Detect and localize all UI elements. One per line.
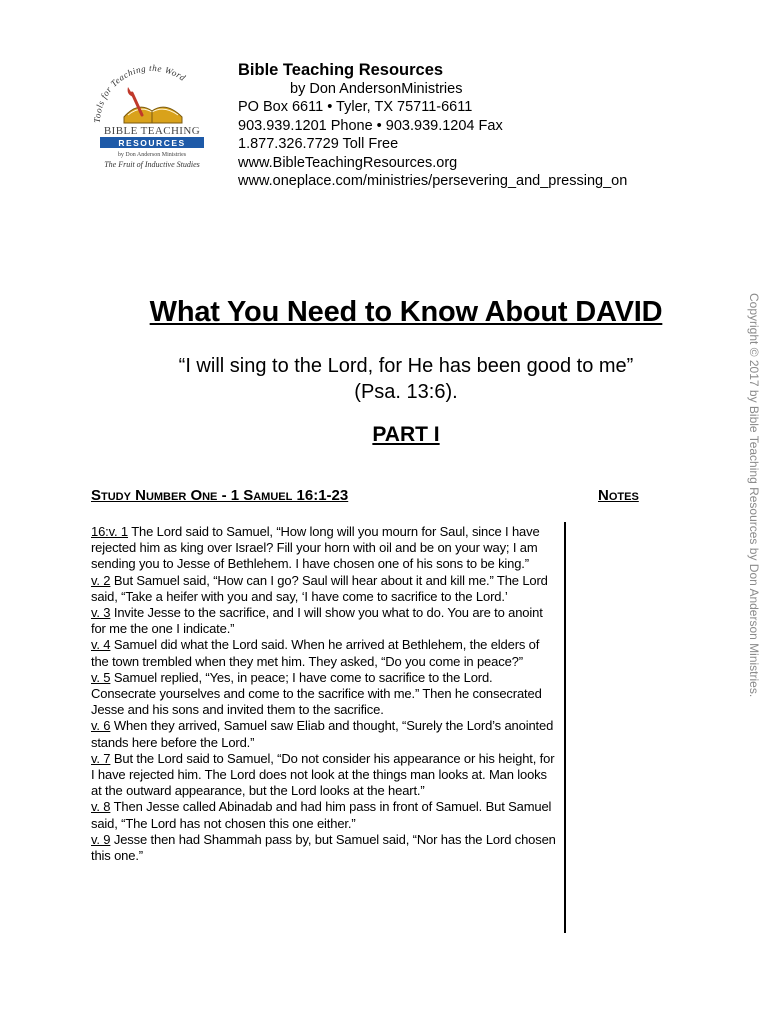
notes-heading: Notes <box>598 487 639 504</box>
logo-byline: by Don Anderson Ministries <box>117 152 187 158</box>
verse <box>91 718 553 749</box>
verse-ref: v. 5 <box>91 669 111 685</box>
part-heading: PART I <box>372 423 440 446</box>
verse-ref: v. 3 <box>91 605 111 621</box>
org-phone: 903.939.1201 Phone • 903.939.1204 Fax <box>238 117 503 134</box>
document-title: What You Need to Know About DAVID <box>149 296 663 328</box>
notes-divider <box>564 522 566 933</box>
verse-ref: v. 8 <box>91 799 111 815</box>
verse-text: Invite Jesse to the sacrifice, and I will show you what to do. You are to anoint for me the one I indicate.” <box>91 605 543 637</box>
organization-info <box>238 60 627 190</box>
verse <box>91 573 548 604</box>
quote-line-1: “I will sing to the Lord, for He has been good to me” <box>178 355 634 377</box>
verse <box>91 637 539 668</box>
org-address: PO Box 6611 • Tyler, TX 75711-6611 <box>238 99 473 116</box>
verse-text: But the Lord said to Samuel, “Do not consider his appearance or his height, for I have rejected him. The Lord does not look at the things man looks at. Man looks at the outward appearance, but the Lord looks at the heart.” <box>91 750 555 799</box>
verse <box>91 799 551 830</box>
logo-arc-text: Tools for Teaching the Word <box>91 62 188 124</box>
logo-emblem <box>86 57 218 175</box>
verse-text: Samuel replied, “Yes, in peace; I have come to sacrifice to the Lord. Consecrate yourselves and come to the sacrifice with me.” Then he consecrated Jesse and his sons and invited them to the sacrifice. <box>91 669 542 718</box>
verse-ref: 16:v. 1 <box>91 524 129 539</box>
org-byline: by Don AndersonMinistries <box>290 81 463 97</box>
verse-ref: v. 7 <box>91 750 111 766</box>
verse <box>91 832 556 863</box>
verse <box>91 670 542 717</box>
verse-text: But Samuel said, “How can I go? Saul will hear about it and kill me.” The Lord said, “Take a heifer with you and say, ‘I have come to sacrifice to the Lord.’ <box>91 572 548 604</box>
org-oneplace-link[interactable]: www.oneplace.com/ministries/persevering_and_pressing_on <box>238 173 628 190</box>
logo-name-line1: BIBLE TEACHING <box>103 125 201 137</box>
verse-ref: v. 6 <box>91 718 111 734</box>
verse-ref: v. 9 <box>91 831 111 847</box>
ministry-logo <box>86 57 218 175</box>
org-tollfree: 1.877.326.7729 Toll Free <box>238 136 399 153</box>
logo-name-line2: RESOURCES <box>118 138 186 148</box>
title-quote <box>0 353 768 405</box>
org-title: Bible Teaching Resources <box>238 61 444 79</box>
verse-text: The Lord said to Samuel, “How long will you mourn for Saul, since I have rejected him as king over Israel? Fill your horn with oil and be on your way; I am sending you to Jesse of Bethlehem. I have chosen one of his sons to be king.” <box>91 524 540 572</box>
verse-text: Then Jesse called Abinadab and had him pass in front of Samuel. But Samuel said, “The Lord has not chosen this one either.” <box>91 799 552 831</box>
copyright-notice: Copyright © 2017 by Bible Teaching Resources by Don Anderson Ministries. <box>747 293 761 698</box>
logo-tagline: The Fruit of Inductive Studies <box>104 160 200 169</box>
verse <box>91 605 543 636</box>
verse <box>91 524 540 571</box>
verse-ref: v. 4 <box>91 637 111 653</box>
verse-text: Jesse then had Shammah pass by, but Samuel said, “Nor has the Lord chosen this one.” <box>91 831 556 864</box>
study-heading: Study Number One - 1 Samuel 16:1-23 <box>91 487 349 504</box>
quote-line-2: (Psa. 13:6). <box>354 381 458 403</box>
verse-text: When they arrived, Samuel saw Eliab and thought, “Surely the Lord’s anointed stands here before the Lord.” <box>91 718 554 750</box>
verse-ref: v. 2 <box>91 572 111 588</box>
scripture-passage <box>91 524 557 864</box>
org-website-link[interactable]: www.BibleTeachingResources.org <box>238 154 458 171</box>
verse <box>91 751 554 798</box>
verse-text: Samuel did what the Lord said. When he arrived at Bethlehem, the elders of the town trembled when they met him. They asked, “Do you come in peace?” <box>91 637 540 669</box>
